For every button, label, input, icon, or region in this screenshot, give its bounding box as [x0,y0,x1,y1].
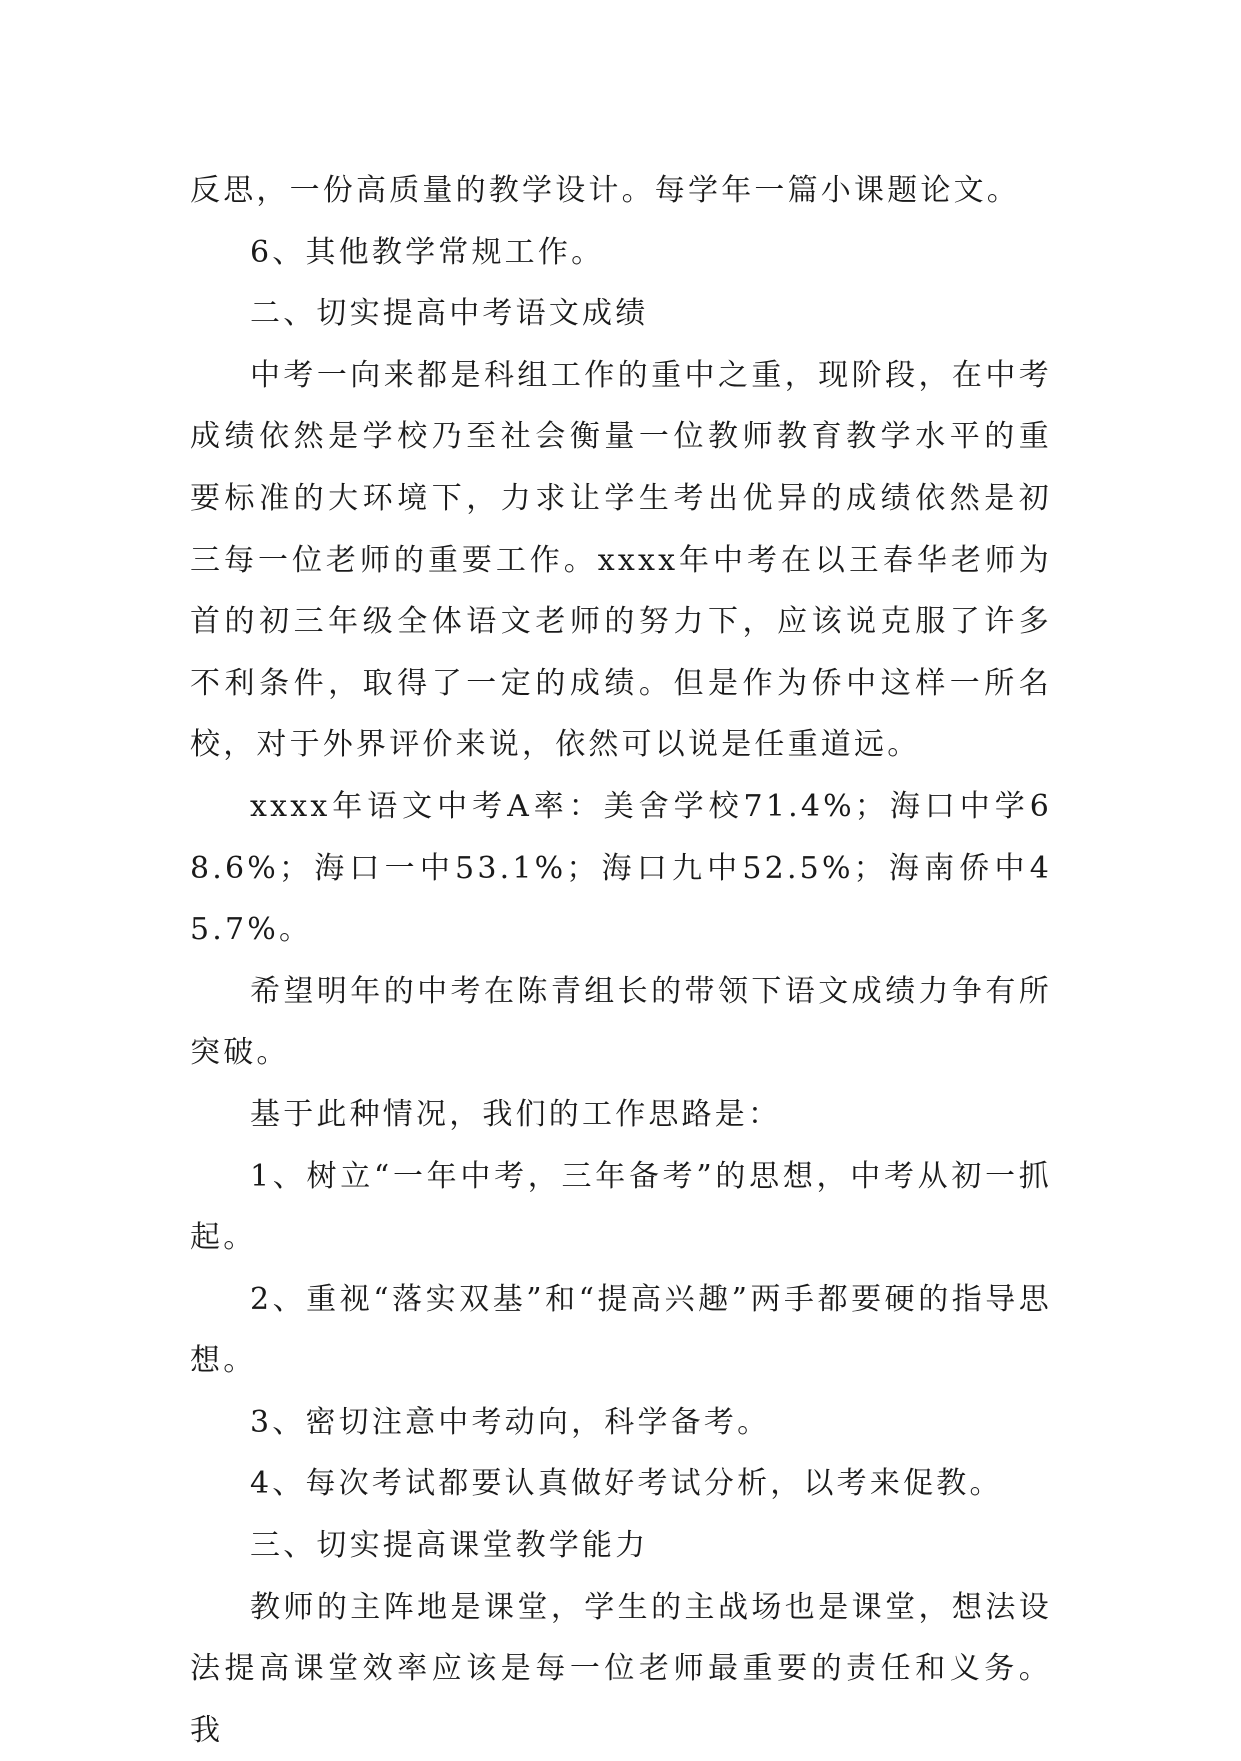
paragraph-other-routine-work: 6、其他教学常规工作。 [250,234,605,270]
list-item-approach-2: 2、重视“落实双基”和“提高兴趣”两手都要硬的指导思想。 [190,1281,1052,1379]
paragraph-a-rate-results: xxxx年语文中考A率：美舍学校71.4%；海口中学68.6%；海口一中53.1%；海口九中52.5%；海南侨中45.7%。 [190,788,1052,948]
list-item-approach-1: 1、树立“一年中考，三年备考”的思想，中考从初一抓起。 [190,1158,1052,1256]
list-item-approach-4: 4、每次考试都要认真做好考试分析，以考来促教。 [250,1466,1003,1502]
paragraph-work-approach-intro: 基于此种情况，我们的工作思路是： [250,1096,782,1132]
paragraph-reflection: 反思，一份高质量的教学设计。每学年一篇小课题论文。 [190,173,1020,208]
paragraph-next-year-hope: 希望明年的中考在陈青组长的带领下语文成绩力争有所突破。 [190,973,1052,1071]
section-heading-classroom-teaching: 三、切实提高课堂教学能力 [250,1528,649,1564]
list-item-approach-3: 3、密切注意中考动向，科学备考。 [250,1404,771,1440]
paragraph-classroom-importance: 教师的主阵地是课堂，学生的主战场也是课堂，想法设法提高课堂效率应该是每一位老师最重要的责任和义务。我 [190,1589,1052,1748]
section-heading-exam-scores: 二、切实提高中考语文成绩 [250,296,649,332]
document-body [190,160,1052,1761]
paragraph-exam-importance: 中考一向来都是科组工作的重中之重，现阶段，在中考成绩依然是学校乃至社会衡量一位教师教育教学水平的重要标准的大环境下，力求让学生考出优异的成绩依然是初三每一位老师的重要工作。xxxx年中考在以王春华老师为首的初三年级全体语文老师的努力下，应该说克服了许多不利条件，取得了一定的成绩。但是作为侨中这样一所名校，对于外界评价来说，依然可以说是任重道远。 [190,357,1052,763]
